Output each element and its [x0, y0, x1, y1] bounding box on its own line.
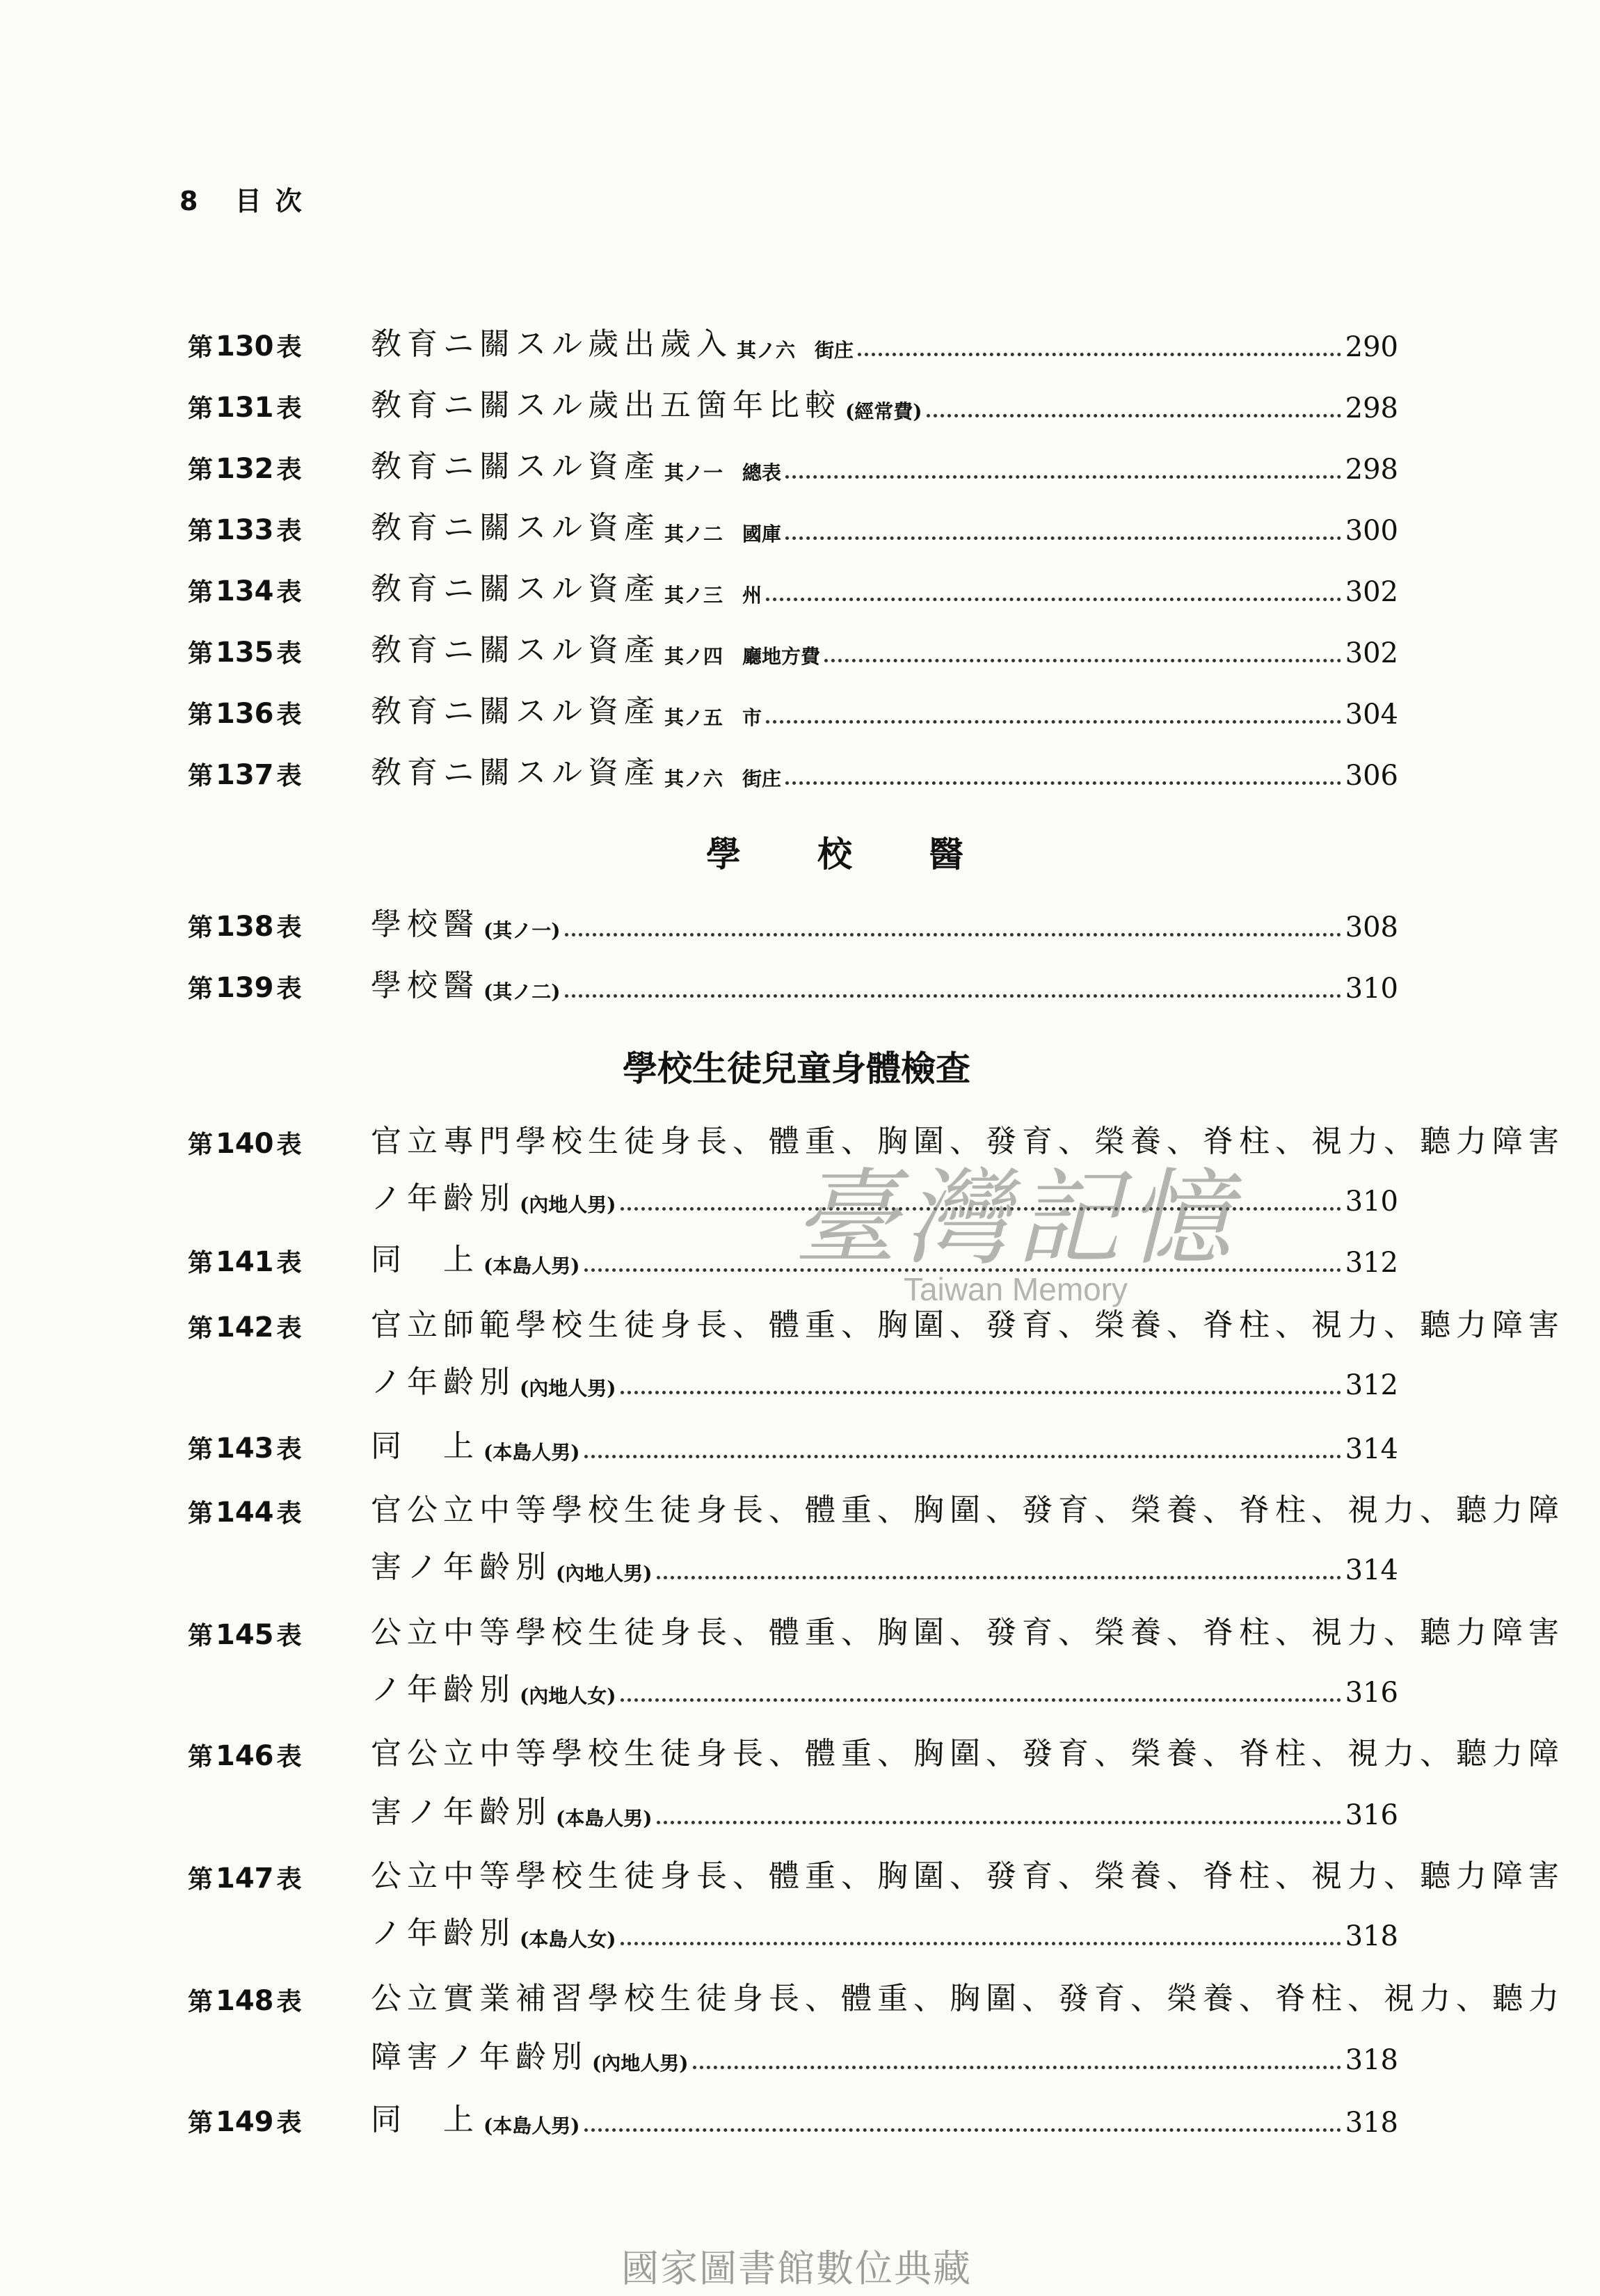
toc-entry[interactable] — [188, 2097, 1398, 2139]
table-suffix: 表 — [276, 1249, 302, 1277]
entry-title: 敎育ニ關スル歲出五箇年比較 — [371, 388, 841, 423]
table-number-value: 140 — [216, 1128, 274, 1160]
toc-entry[interactable] — [188, 1911, 1398, 1952]
table-number-value: 131 — [216, 392, 274, 424]
entry-note: 其ノ三 州 — [664, 584, 762, 607]
entry-title: ノ年齡別 — [371, 1364, 515, 1400]
table-number-value: 144 — [216, 1497, 274, 1529]
table-suffix: 表 — [276, 1131, 302, 1159]
toc-entry[interactable] — [188, 321, 1398, 363]
entry-title: 敎育ニ關スル資產 — [371, 694, 660, 729]
table-suffix: 表 — [276, 333, 302, 362]
table-suffix: 表 — [276, 1499, 302, 1528]
footer-collection: 國家圖書館數位典藏 — [621, 2247, 972, 2290]
entry-title: 官公立中等學校生徒身長、體重、胸圍、發育、榮養、脊柱、視力、聽力障 — [371, 1492, 1565, 1528]
table-number — [188, 1860, 371, 1895]
entry-note: 其ノ五 市 — [664, 706, 762, 729]
entry-title: 同 上 — [371, 2102, 479, 2137]
toc-entry[interactable] — [188, 1731, 1565, 1773]
table-suffix: 表 — [276, 2109, 302, 2137]
page-header — [179, 180, 316, 218]
table-number — [188, 1243, 371, 1279]
page-number[interactable]: 314 — [1345, 1433, 1398, 1465]
page-number: 8 — [179, 186, 212, 216]
entry-note: (本島人男) — [483, 1441, 580, 1464]
entry-note: (內地人男) — [520, 1377, 616, 1400]
table-number-value: 136 — [216, 698, 274, 730]
page-number[interactable]: 302 — [1345, 637, 1398, 669]
toc-entry[interactable] — [188, 1667, 1398, 1709]
entry-note: (內地人男) — [592, 2052, 689, 2075]
entry-note: (本島人男) — [483, 1254, 580, 1277]
entry-note: 其ノ二 國庫 — [664, 523, 782, 545]
entry-note: (其ノ二) — [483, 980, 561, 1003]
toc-entry[interactable] — [188, 1610, 1565, 1652]
entry-title: ノ年齡別 — [371, 1672, 515, 1707]
dot-leader — [621, 1391, 1341, 1394]
entry-title: 敎育ニ關スル資產 — [371, 632, 660, 668]
toc-entry[interactable] — [188, 444, 1398, 486]
table-suffix: 表 — [276, 639, 302, 668]
toc-entry[interactable] — [188, 628, 1398, 669]
table-number-value: 147 — [216, 1863, 274, 1895]
table-number — [188, 328, 371, 363]
entry-note: 其ノ四 廳地方費 — [664, 645, 821, 668]
page-title: 目次 — [234, 186, 316, 216]
table-prefix: 第 — [188, 1249, 214, 1277]
page-number[interactable]: 304 — [1345, 699, 1398, 731]
toc-entry[interactable] — [188, 566, 1398, 608]
table-prefix: 第 — [188, 517, 214, 545]
entry-note: (其ノ一) — [483, 919, 561, 942]
entry-note: (本島人男) — [556, 1807, 653, 1830]
section-heading: 學校醫 — [706, 834, 1040, 875]
table-number — [188, 695, 371, 731]
entry-title: 同 上 — [371, 1242, 479, 1277]
page-number[interactable]: 312 — [1345, 1369, 1398, 1401]
watermark — [793, 1134, 1238, 1308]
table-number — [188, 1125, 371, 1161]
table-prefix: 第 — [188, 456, 214, 484]
dot-leader — [766, 720, 1341, 724]
entry-note: (內地人男) — [556, 1562, 653, 1585]
dot-leader — [584, 1455, 1341, 1458]
entry-title: 官公立中等學校生徒身長、體重、胸圍、發育、榮養、脊柱、視力、聽力障 — [371, 1736, 1565, 1771]
page-number[interactable]: 314 — [1345, 1554, 1398, 1586]
dot-leader — [584, 2128, 1341, 2132]
entry-title: 敎育ニ關スル歲出歲入 — [371, 326, 733, 362]
toc-entry[interactable] — [188, 1360, 1398, 1401]
table-prefix: 第 — [188, 394, 214, 423]
watermark-english: Taiwan Memory — [903, 1271, 1128, 1307]
table-number-value: 134 — [216, 575, 274, 607]
table-suffix: 表 — [276, 1743, 302, 1771]
table-number-value: 146 — [216, 1740, 274, 1772]
table-number-value: 141 — [216, 1246, 274, 1278]
table-prefix: 第 — [188, 2109, 214, 2137]
table-number — [188, 1430, 371, 1465]
dot-leader — [785, 781, 1341, 785]
entry-title: 敎育ニ關スル資產 — [371, 755, 660, 790]
toc-entry[interactable] — [188, 689, 1398, 731]
entry-title: 害ノ年齡別 — [371, 1549, 552, 1585]
page-number[interactable]: 318 — [1345, 1920, 1398, 1952]
entry-title: 敎育ニ關スル資產 — [371, 510, 660, 545]
table-prefix: 第 — [188, 762, 214, 790]
page-number[interactable]: 318 — [1345, 2044, 1398, 2076]
toc-entry[interactable] — [188, 750, 1398, 792]
table-prefix: 第 — [188, 1622, 214, 1650]
entry-title: 害ノ年齡別 — [371, 1794, 552, 1830]
toc-entry[interactable] — [188, 902, 1398, 943]
dot-leader — [657, 1576, 1341, 1579]
entry-note: (本島人男) — [483, 2114, 580, 2137]
table-suffix: 表 — [276, 701, 302, 729]
entry-note: (內地人男) — [520, 1193, 616, 1216]
table-number — [188, 1309, 371, 1344]
table-number-value: 149 — [216, 2106, 274, 2138]
table-prefix: 第 — [188, 1435, 214, 1464]
table-number-value: 132 — [216, 453, 274, 485]
page-number[interactable]: 298 — [1345, 454, 1398, 486]
entry-title: ノ年齡別 — [371, 1181, 515, 1216]
entry-title: 學校醫 — [371, 907, 479, 942]
table-suffix: 表 — [276, 1622, 302, 1650]
table-number — [188, 511, 371, 547]
table-number — [188, 389, 371, 424]
table-number-value: 143 — [216, 1433, 274, 1465]
dot-leader — [621, 1698, 1341, 1702]
table-number — [188, 969, 371, 1005]
toc-entry[interactable] — [188, 1789, 1398, 1831]
table-suffix: 表 — [276, 517, 302, 545]
dot-leader — [766, 598, 1341, 601]
page-number[interactable]: 298 — [1345, 392, 1398, 424]
table-suffix: 表 — [276, 1435, 302, 1464]
page-number[interactable]: 316 — [1345, 1799, 1398, 1831]
table-suffix: 表 — [276, 1988, 302, 2016]
table-number — [188, 1494, 371, 1529]
section-heading: 學校生徒兒童身體檢查 — [623, 1049, 970, 1089]
table-number — [188, 450, 371, 486]
table-suffix: 表 — [276, 975, 302, 1003]
page-number[interactable]: 300 — [1345, 515, 1398, 547]
toc-entry[interactable] — [188, 1853, 1565, 1895]
table-number-value: 139 — [216, 972, 274, 1004]
table-prefix: 第 — [188, 1865, 214, 1894]
dot-leader — [657, 1821, 1341, 1824]
entry-note: 其ノ六 街庄 — [737, 339, 854, 362]
dot-leader — [785, 536, 1341, 540]
entry-title: 同 上 — [371, 1428, 479, 1464]
entry-title: 學校醫 — [371, 968, 479, 1003]
table-prefix: 第 — [188, 975, 214, 1003]
dot-leader — [824, 659, 1341, 662]
table-prefix: 第 — [188, 701, 214, 729]
dot-leader — [565, 994, 1341, 998]
toc-entry[interactable] — [188, 1302, 1565, 1344]
entry-note: (內地人女) — [520, 1684, 616, 1707]
table-prefix: 第 — [188, 639, 214, 668]
page-number[interactable]: 312 — [1345, 1247, 1398, 1279]
table-suffix: 表 — [276, 1314, 302, 1343]
page-number[interactable]: 316 — [1345, 1677, 1398, 1709]
entry-title: 敎育ニ關スル資產 — [371, 449, 660, 484]
page-number[interactable]: 306 — [1345, 760, 1398, 792]
table-number — [188, 1616, 371, 1652]
toc-entry[interactable] — [188, 2034, 1398, 2076]
page-number[interactable]: 308 — [1345, 911, 1398, 943]
table-prefix: 第 — [188, 914, 214, 942]
table-prefix: 第 — [188, 1314, 214, 1343]
entry-title: 公立實業補習學校生徒身長、體重、胸圍、發育、榮養、脊柱、視力、聽力 — [371, 1981, 1565, 2016]
table-prefix: 第 — [188, 1131, 214, 1159]
dot-leader — [565, 933, 1341, 936]
table-number-value: 145 — [216, 1619, 274, 1651]
table-number-value: 148 — [216, 1985, 274, 2017]
toc-entry[interactable] — [188, 963, 1398, 1005]
page-number[interactable]: 302 — [1345, 576, 1398, 608]
entry-title: 敎育ニ關スル資產 — [371, 571, 660, 607]
toc-entry[interactable] — [188, 1424, 1398, 1465]
entry-note: 其ノ六 街庄 — [664, 767, 782, 790]
table-number-value: 130 — [216, 330, 274, 362]
entry-title: 公立中等學校生徒身長、體重、胸圍、發育、榮養、脊柱、視力、聽力障害 — [371, 1858, 1565, 1894]
table-number-value: 138 — [216, 911, 274, 943]
table-suffix: 表 — [276, 394, 302, 423]
toc-entry[interactable] — [188, 1545, 1398, 1586]
table-number-value: 142 — [216, 1312, 274, 1344]
watermark-chinese: 臺灣記憶 — [793, 1158, 1239, 1279]
entry-title: 官立師範學校生徒身長、體重、胸圍、發育、榮養、脊柱、視力、聽力障害 — [371, 1307, 1565, 1343]
entry-note: (本島人女) — [520, 1928, 616, 1951]
entry-note: 其ノ一 總表 — [664, 461, 782, 484]
page-number[interactable]: 310 — [1345, 1186, 1398, 1218]
page-number[interactable]: 290 — [1345, 331, 1398, 363]
toc-entry[interactable] — [188, 1488, 1565, 1529]
table-suffix: 表 — [276, 456, 302, 484]
table-prefix: 第 — [188, 1499, 214, 1528]
table-number — [188, 573, 371, 608]
toc-entry[interactable] — [188, 1976, 1565, 2018]
entry-title: ノ年齡別 — [371, 1915, 515, 1951]
dot-leader — [858, 353, 1341, 356]
entry-title: 公立中等學校生徒身長、體重、胸圍、發育、榮養、脊柱、視力、聽力障害 — [371, 1615, 1565, 1650]
table-suffix: 表 — [276, 914, 302, 942]
table-number — [188, 908, 371, 943]
toc-entry[interactable] — [188, 505, 1398, 547]
table-prefix: 第 — [188, 1743, 214, 1771]
table-prefix: 第 — [188, 333, 214, 362]
page-number[interactable]: 310 — [1345, 973, 1398, 1005]
table-number-value: 137 — [216, 759, 274, 791]
table-number — [188, 2103, 371, 2139]
table-number — [188, 1982, 371, 2018]
table-suffix: 表 — [276, 1865, 302, 1894]
entry-title: 官立專門學校生徒身長、體重、胸圍、發育、榮養、脊柱、視力、聽力障害 — [371, 1124, 1565, 1159]
table-number — [188, 756, 371, 792]
table-suffix: 表 — [276, 578, 302, 607]
table-prefix: 第 — [188, 578, 214, 607]
dot-leader — [693, 2066, 1341, 2069]
table-number — [188, 1737, 371, 1773]
dot-leader — [621, 1942, 1341, 1945]
dot-leader — [927, 414, 1341, 417]
dot-leader — [785, 475, 1341, 479]
table-number-value: 133 — [216, 514, 274, 546]
page-number[interactable]: 318 — [1345, 2107, 1398, 2139]
table-prefix: 第 — [188, 1988, 214, 2016]
table-number — [188, 634, 371, 669]
table-number-value: 135 — [216, 637, 274, 669]
entry-title: 障害ノ年齡別 — [371, 2039, 588, 2075]
entry-note: (經常費) — [845, 400, 922, 423]
table-suffix: 表 — [276, 762, 302, 790]
toc-entry[interactable] — [188, 383, 1398, 424]
